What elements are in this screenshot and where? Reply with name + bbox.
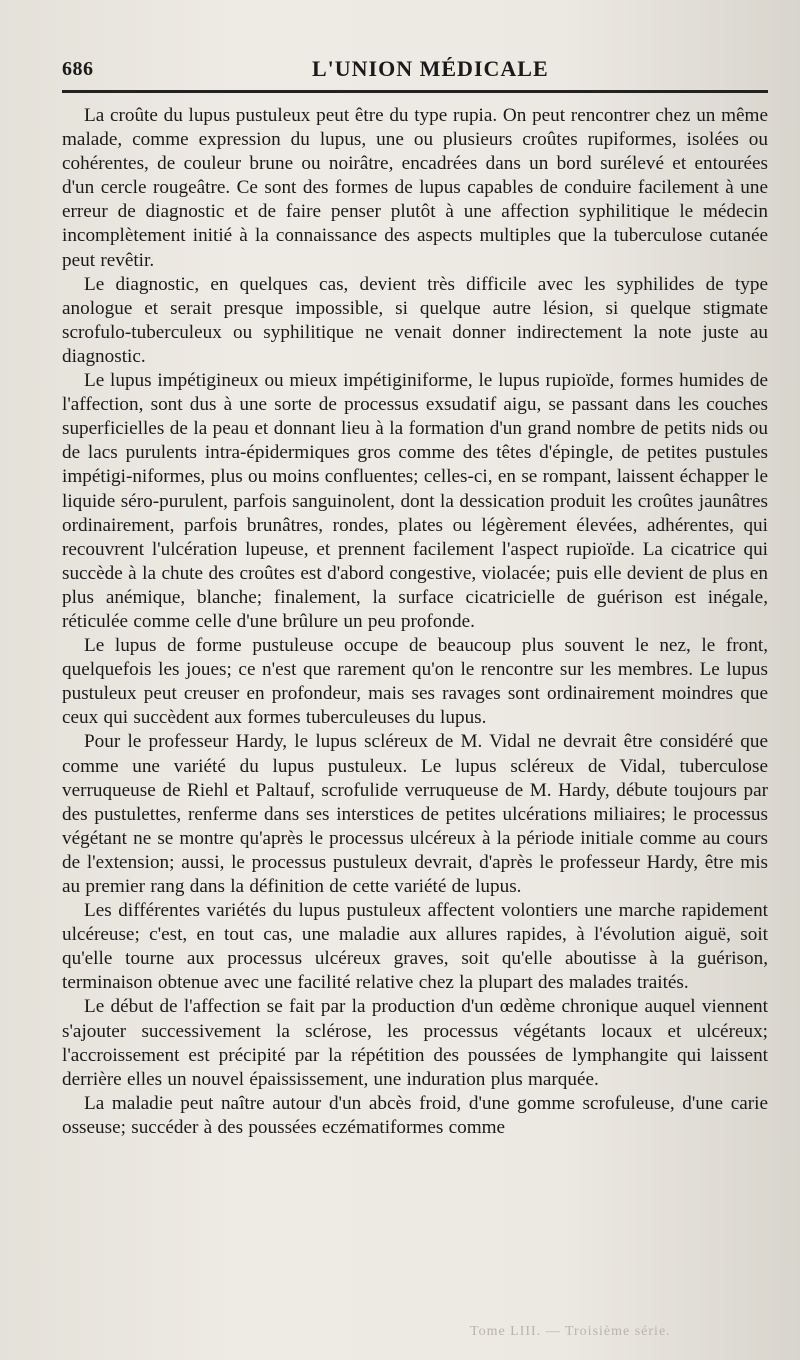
paragraph: Le lupus de forme pustuleuse occupe de beaucoup plus souvent le nez, le front, quelquefois les joues; ce n'est que rarement qu'on le rencontre sur les membres. Le lupus pustuleux peut creuser en profondeur, mais ses ravages sont ordinairement moindres que ceux qui succèdent aux formes tuberculeuses du lupus. [62, 635, 768, 729]
header-rule [62, 90, 768, 93]
paragraph: La maladie peut naître autour d'un abcès froid, d'une gomme scrofuleuse, d'une carie osseuse; succéder à des poussées eczématiformes comme [62, 1092, 768, 1138]
page-number: 686 [62, 58, 94, 80]
running-title: L'UNION MÉDICALE [312, 56, 549, 81]
footer-bleed-through: Tome LIII. — Troisième série. [470, 1324, 671, 1339]
paragraph: Le début de l'affection se fait par la production d'un œdème chronique auquel viennent s'ajouter successivement la sclérose, les processus végétants locaux et ulcéreux; l'accroissement est précipité par la répétition des poussées de lymphangite qui laissent derrière elles un nouvel épaississement, une induration plus marquée. [62, 996, 768, 1090]
paragraph: Le diagnostic, en quelques cas, devient très difficile avec les syphilides de type anologue et serait presque impossible, si quelque autre lésion, si quelque stigmate scrofulo-tuberculeux ou syphilitique ne venait donner indirectement la note juste au diagnostic. [62, 273, 768, 367]
body-text [62, 104, 768, 1140]
paragraph: Le lupus impétigineux ou mieux impétiginiforme, le lupus rupioïde, formes humides de l'affection, sont dus à une sorte de processus exsudatif aigu, se passant dans les couches superficielles de la peau et donnant lieu à la formation d'un grand nombre de petits nids ou de lacs purulents intra-épidermiques gros comme des têtes d'épingle, de petites pustules impétigi-niformes, plus ou moins confluentes; celles-ci, en se rompant, laissent échapper le liquide séro-purulent, parfois sanguinolent, dont la dessication produit les croûtes jaunâtres ordinairement, parfois brunâtres, rondes, plates ou légèrement élevées, adhérentes, qui recouvrent l'ulcération lupeuse, et prennent facilement l'aspect rupioïde. La cicatrice qui succède à la chute des croûtes est d'abord congestive, violacée; puis elle devient de plus en plus anémique, blanche; finalement, la surface cicatricielle de guérison est inégale, réticulée comme celle d'une brûlure un peu profonde. [62, 370, 768, 632]
paragraph: Les différentes variétés du lupus pustuleux affectent volontiers une marche rapidement ulcéreuse; c'est, en tout cas, une maladie aux allures rapides, à l'évolution aiguë, soit qu'elle tourne aux processus ulcéreux graves, soit qu'elle aboutisse à la guérison, terminaison obtenue avec une facilité relative chez la plupart des malades traités. [62, 900, 768, 994]
paragraph: La croûte du lupus pustuleux peut être du type rupia. On peut rencontrer chez un même malade, comme expression du lupus, une ou plusieurs croûtes rupiformes, isolées ou cohérentes, de couleur brune ou noirâtre, encadrées dans un bord surélevé et entourées d'un cercle rougeâtre. Ce sont des formes de lupus capables de conduire facilement à une erreur de diagnostic et de faire penser plutôt à une affection syphilitique le médecin incomplètement initié à la connaissance des aspects multiples que la tuberculose cutanée peut revêtir. [62, 105, 768, 271]
page-header [62, 52, 766, 82]
paragraph: Pour le professeur Hardy, le lupus scléreux de M. Vidal ne devrait être considéré que comme une variété du lupus pustuleux. Le lupus scléreux de Vidal, tuberculose verruqueuse de Riehl et Paltauf, scrofulide verruqueuse de M. Hardy, débute toujours par des pustulettes, renferme dans ses interstices de petites ulcérations miliaires; le processus végétant ne se montre qu'après le processus ulcéreux à la période initiale comme au cours de l'extension; aussi, le processus pustuleux devrait, d'après le professeur Hardy, être mis au premier rang dans la définition de cette variété de lupus. [62, 731, 768, 897]
